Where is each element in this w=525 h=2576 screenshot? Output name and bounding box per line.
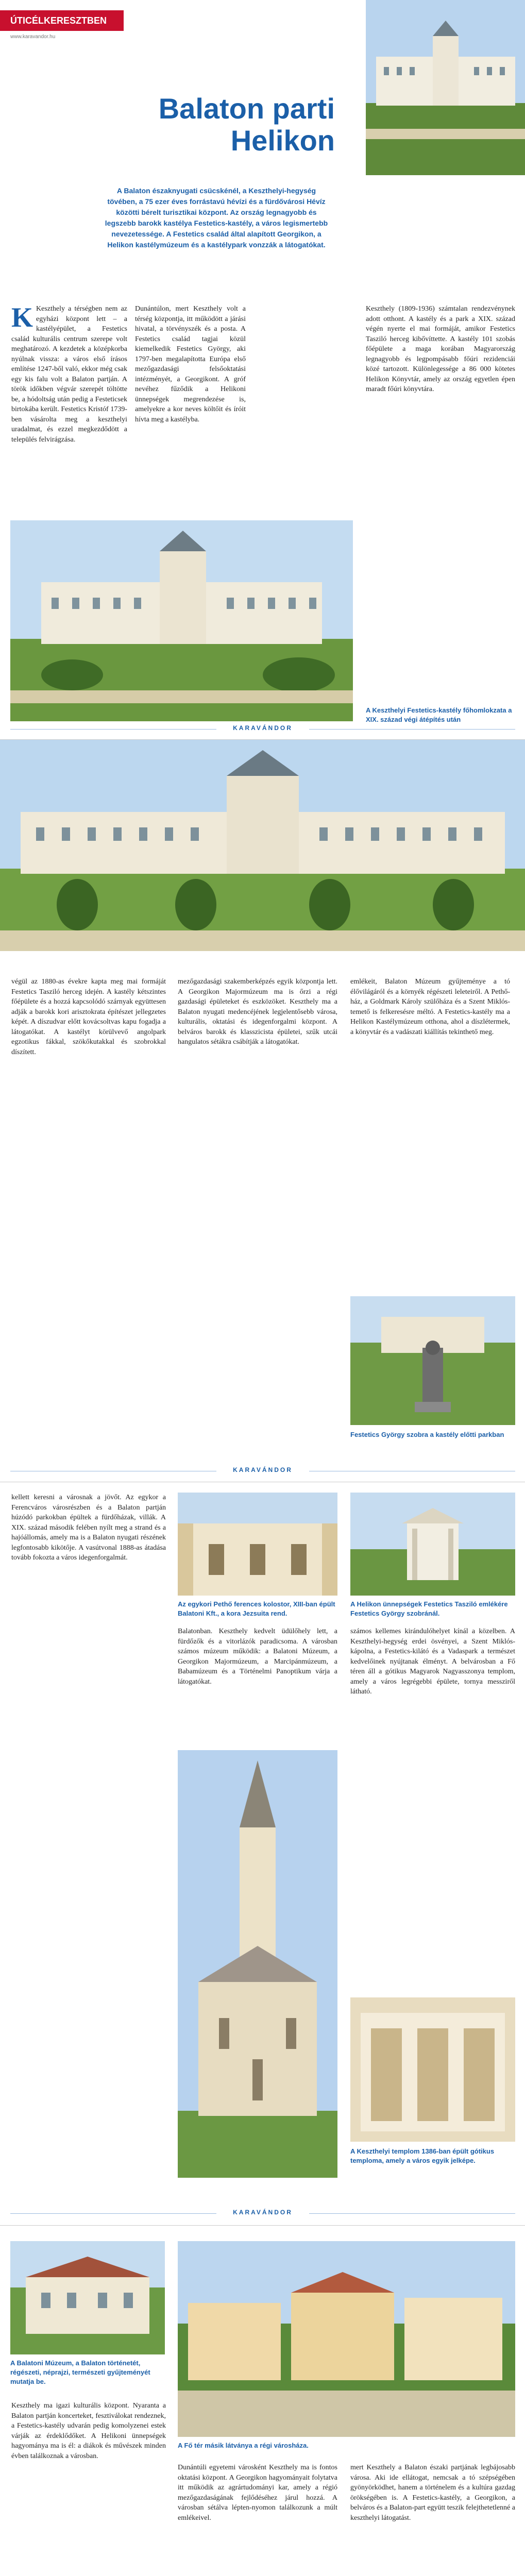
article-lead: A Balaton északnyugati csücskénél, a Keszthelyi-hegység tövében, a 75 ezer éves forrástavú hévízi és a fürdővárosi Hévíz közötti bérelt turisztikai központ. Az ország legnagyobb és legszebb barokk kastélya Festetics-kastély, a város legismertebb nevezetessége. A Festetics család által alapított Georgikon, a Helikon kastélymúzeum és a kastélypark vonzzák a látogatókat. (105, 187, 328, 249)
p3-column-3: számos kellemes kirándulóhelyet kínál a közelben. A Keszthelyi-hegység erdei ösvényei, a Szent Miklós-kápolna, a Festetics-kilátó és a Vadaspark a természet kedvelőinek nyújtanak élményt. A belvárosban a Fő téren áll a gótikus Magyarok Nagyasszonya templom, amely a város legrégebbi épülete, tornya messziről látható. (350, 1628, 515, 1696)
p3-column-2: Balatonban. Keszthely kedvelt üdülőhely lett, a fürdőzők és a vitorlázók paradicsoma. A városban számos múzeum működik: a Balatoni Múzeum, a Georgikon Majormúzeum, a Marcipánmúzeum, a Babamúzeum és a Történelmi Panoptikum várja a látogatókat. (178, 1628, 337, 1686)
footer-line-right (309, 729, 515, 730)
p2-column-2: mezőgazdasági szakemberképzés egyik központja lett. A Georgikon Majormúzeum ma is őrzi a régi gazdasági épületeket és eszközöket. Keszthely ma a Balaton nyugati medencéjének legjelentősebb városa, kulturális, oktatási és idegenforgalmi központ. A belváros barokk és klasszicista épületei, szűk utcái hangulatos sétákra csábítják a látogatókat. (178, 978, 337, 1046)
p1-caption: A Keszthelyi Festetics-kastély főhomlokzata a XIX. század végi átépítés után (366, 706, 512, 723)
p1-footer (0, 719, 525, 740)
page-2 (0, 740, 525, 1482)
church-interior-photo (350, 1997, 515, 2142)
p2-column-3: emlékeit, Balaton Múzeum gyűjteménye a tó élővilágáról és a környék régészeti leleteiről. A Pethő-ház, a Goldmark Károly szülőháza és a Szent Miklós-temető is felkeresésre méltó. A Festetics-kastély ma a Helikon Kastélymúzeum otthona, ahol a díszlétermek, a könyvtár és a vadászati kiállítás tekinthető meg. (350, 978, 510, 1036)
p3-footer (0, 2204, 525, 2224)
p3-caption-3: A Keszthelyi templom 1386-ban épült gótikus temploma, amely a város egyik jelképe. (350, 2147, 495, 2164)
p2-footer (0, 1461, 525, 1482)
p3-caption-1: Az egykori Pethő ferences kolostor, XIII-ban épült Balatoni Kft., a kora Jezsuita rend. (178, 1600, 335, 1617)
footer-brand: KARAVÁNDOR (233, 1466, 293, 1473)
church-photo (178, 1750, 337, 2178)
p1-col1-text: Keszthely a térségben nem az egyházi központ lett – a kastélyépület, a Festetics család kulturális centrum szerepe volt meghatározó. A kezdetek a középkorba nyúlnak vissza: a város első írásos említése 1247-ből való, ekkor még csak egy kis falu volt a Balaton partján. A török időkben végvár szerepét töltötte be, a hódoltság után pedig a Festeticsek birtokába került. Festetics Kristóf 1739-ben vásárolta meg a keszthelyi uradalmat, és ezzel megkezdődött a település felvirágzása. (11, 305, 127, 444)
castle-photo-top (366, 0, 525, 175)
footer-brand: KARAVÁNDOR (233, 724, 293, 732)
footer-line-left (10, 2213, 216, 2214)
p1-column-1 (11, 304, 127, 445)
article-title (118, 93, 335, 157)
section-sub: www.karavandor.hu (10, 34, 56, 40)
p4-caption-2: A Fő tér másik látványa a régi városháza. (178, 2442, 309, 2449)
p3-caption-2: A Helikon ünnepségek Festetics Tasziló emlékére Festetics György szobránál. (350, 1600, 508, 1617)
castle-panorama-photo (0, 740, 525, 951)
monastery-photo (178, 1493, 337, 1596)
footer-line-left (10, 729, 216, 730)
page-3 (0, 1482, 525, 2226)
p2-caption: Festetics György szobra a kastély előtti parkban (350, 1431, 504, 1438)
main-square-photo (178, 2241, 515, 2437)
p1-column-3: Keszthely (1809-1936) számtalan rendezvénynek adott otthont. A kastély és a park a XIX. század végén nyerte el mai formáját, amikor Festetics Tasziló herceg kibővíttette. A kastély 101 szobás főépülete a maga korában Magyarország legnagyobb és legpompásabb főúri rezidenciái közé tartozott. Különlegessége a 86 000 kötetes Helikon Könyvtár, amely az ország egyetlen épen maradt főúri könyvtára. (366, 305, 515, 393)
p4-column-2: Dunántúli egyetemi városként Keszthely ma is fontos oktatási központ. A Georgikon hagyományait folytatva itt működik az agrártudományi kar, amely a régió mezőgazdaságának fejlődéséhez járul hozzá. A városban sétálva lépten-nyomon találkozunk a múlt emlékeivel. (178, 2464, 337, 2522)
footer-line-right (309, 2213, 515, 2214)
p4-column-3: mert Keszthely a Balaton északi partjának legbájosabb városa. Aki ide ellátogat, nemcsak a tó szépségében gyönyörködhet, hanem a történelem és a kultúra gazdag örökségében is. A Festetics-kastély, a Georgikon, a belváros és a Balaton-part együtt teszik felejthetetlenné a keszthelyi látogatást. (350, 2464, 515, 2522)
museum-photo (10, 2241, 165, 2354)
p1-column-2: Dunántúlon, mert Keszthely volt a térség központja, itt működött a járási hivatal, a törvényszék és a posta. A Festetics család tagjai közül kiemelkedik Festetics György, aki 1797-ben megalapította Európa első mezőgazdasági felsőoktatási intézményét, a Georgikont. A gróf nevéhez fűződik a Helikoni ünnepségek megrendezése is, amelyekre a kor neves költőit és íróit hívta meg a kastélyba. (135, 305, 246, 423)
title-line-2: Helikon (230, 124, 335, 157)
p4-column-1: Keszthely ma igazi kulturális központ. Nyaranta a Balaton partján koncerteket, fesztiválokat rendeznek, a Festetics-kastély udvarán pedig komolyzenei estek várják az érdeklődőket. A Helikoni ünnepségek hagyománya ma is él: a diákok és művészek minden évben találkoznak a városban. (11, 2402, 166, 2460)
p4-caption-1: A Balatoni Múzeum, a Balaton történetét, régészeti, néprajzi, természeti gyűjteményét mutatja be. (10, 2359, 150, 2385)
title-line-1: Balaton parti (158, 92, 335, 125)
helikon-monument-photo (350, 1493, 515, 1596)
p3-column-1: kellett keresni a városnak a jövőt. Az egykor a Ferencváros városrészben és a Balaton partján húzódó parkokban épültek a fürdőházak, villák. A XIX. század második felében nyílt meg a strand és a hajóállomás, amely ma is a Balaton nyugati részének legfontosabb kikötője. A vasútvonal 1888-as átadása tovább fokozta a város idegenforgalmát. (11, 1494, 166, 1562)
p2-column-1: végül az 1880-as évekre kapta meg mai formáját Festetics Tasziló herceg idején. A kastély kétszintes főépülete és a hozzá kapcsolódó szárnyak együttesen adják a barokk kori arisztokrata építészet jellegzetes képét. A díszudvar előtt kovácsoltvas kapu fogadja a látogatókat. A kastélyt körülvevő angolpark egzotikus fákkal, szökőkutakkal és szobrokkal díszített. (11, 978, 166, 1056)
footer-brand: KARAVÁNDOR (233, 2209, 293, 2216)
page-4 (0, 2226, 525, 2576)
drop-cap: K (11, 302, 33, 333)
page-1 (0, 0, 525, 740)
statue-photo (350, 1296, 515, 1425)
castle-photo-main (10, 520, 353, 721)
section-tag: ÚTICÉLKERESZTBEN (0, 10, 124, 31)
